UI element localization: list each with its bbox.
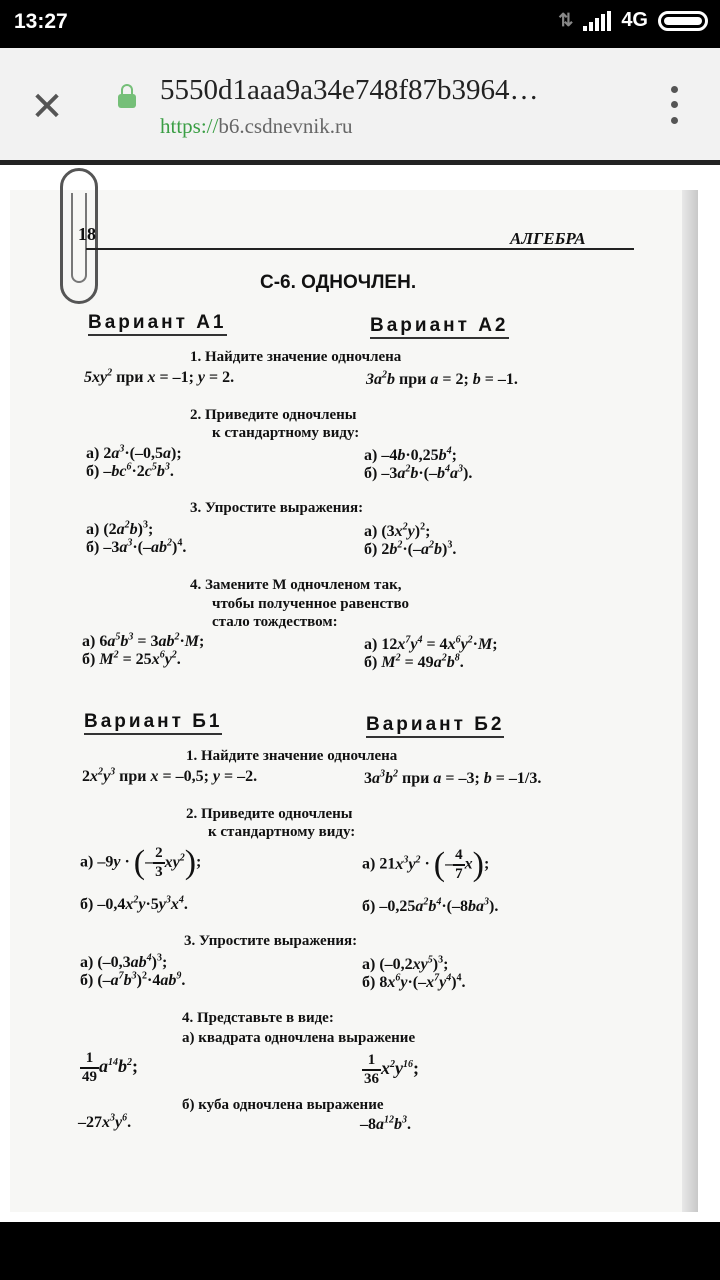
lock-icon <box>118 94 136 108</box>
page-title[interactable]: 5550d1aaa9a34e748f87b3964… <box>160 74 539 106</box>
task-b3-heading: 3. Упростите выражения: <box>184 933 358 949</box>
task-b1-left: $2x^2y^3$ при x = –0,5; y = –2. <box>82 766 258 785</box>
variant-a2-heading: Вариант А2 <box>370 315 509 339</box>
task-a3-left-a: а) $(2a^2b)^3$; <box>86 519 154 538</box>
task-a4-right-a: а) $12x^7y^4 = 4x^6y^2\cdot M$; <box>364 634 498 653</box>
navigation-bar <box>0 1222 720 1280</box>
task-b4-sub-b: б) куба одночлена выражение <box>182 1097 384 1113</box>
task-a2-heading-2: к стандартному виду: <box>212 425 360 441</box>
status-bar <box>0 0 720 48</box>
task-b3-left-b: б) $(-a^7b^3)^2\cdot 4ab^9$. <box>80 970 186 989</box>
task-b2-left-a: а) –9y · (– $\frac{2}{3}$ $xy^2$); <box>80 844 202 881</box>
url-bar[interactable] <box>160 114 353 139</box>
variant-a1-heading: Вариант А1 <box>88 312 227 336</box>
network-type: 4G <box>621 9 648 31</box>
status-time: 13:27 <box>14 10 68 33</box>
subject-header: АЛГЕБРА <box>510 229 586 248</box>
task-b2-left-b: б) $-0,4x^2y\cdot 5y^3x^4$. <box>80 894 188 913</box>
task-b1-right: $3a^3b^2$ при a = –3; b = –1/3. <box>364 768 542 787</box>
signal-icon <box>583 11 611 31</box>
close-icon[interactable]: ✕ <box>30 85 64 129</box>
status-icons <box>558 9 708 32</box>
task-a4-right-b: б) $M^2 = 49a^2b^8$. <box>364 652 464 671</box>
task-a2-right-b: б) $-3a^2b\cdot(-b^4a^3)$. <box>364 463 473 482</box>
task-b2-right-b: б) $-0,25a^2b^4\cdot(-8ba^3)$. <box>362 896 499 915</box>
url-scheme: https:// <box>160 114 219 138</box>
task-b4-right-b: $-8a^{12}b^3$. <box>360 1114 411 1133</box>
task-a4-left-a: а) $6a^5b^3 = 3ab^2\cdot M$; <box>82 631 205 650</box>
task-b3-left-a: а) $(-0,3ab^4)^3$; <box>80 952 168 971</box>
data-transfer-icon: ⇅ <box>558 10 574 30</box>
task-a1-heading: 1. Найдите значение одночлена <box>190 349 402 365</box>
page-shadow <box>682 190 698 1212</box>
header-rule <box>86 248 634 250</box>
task-b2-heading: 2. Приведите одночлены <box>186 806 353 822</box>
task-a3-right-a: а) $(3x^2y)^2$; <box>364 521 431 540</box>
task-b1-heading: 1. Найдите значение одночлена <box>186 748 398 764</box>
task-b2-heading-2: к стандартному виду: <box>208 824 356 840</box>
url-host: b6.csdnevnik.ru <box>218 114 353 138</box>
task-a4-heading-2: чтобы полученное равенство <box>212 596 410 612</box>
task-a4-heading-3: стало тождеством: <box>212 614 338 630</box>
task-a4-left-b: б) $M^2 = 25x^6y^2$. <box>82 649 181 668</box>
variant-b1-heading: Вариант Б1 <box>84 711 222 735</box>
toolbar-divider <box>0 160 720 165</box>
task-a4-heading: 4. Замените M одночленом так, <box>190 577 402 593</box>
page-number: 18 <box>78 224 96 244</box>
task-b3-right-b: б) $8x^6y\cdot(-x^7y^4)^4$. <box>362 972 466 991</box>
task-b4-left-a: $\frac{1}{49}$ $a^{14}b^2$; <box>82 1050 138 1085</box>
task-a2-heading: 2. Приведите одночлены <box>190 407 357 423</box>
task-b3-right-a: а) $(-0,2xy^5)^3$; <box>362 954 449 973</box>
more-vert-icon[interactable] <box>656 82 692 128</box>
task-a1-left: $5xy^2$ при x = –1; y = 2. <box>84 367 235 386</box>
task-a3-right-b: б) $2b^2\cdot(-a^2b)^3$. <box>364 539 457 558</box>
battery-icon <box>658 11 708 31</box>
task-a2-right-a: а) $-4b\cdot 0,25b^4$; <box>364 445 457 464</box>
task-a3-left-b: б) $-3a^3\cdot(-ab^2)^4$. <box>86 537 187 556</box>
task-a3-heading: 3. Упростите выражения: <box>190 500 364 516</box>
task-b4-left-b: $-27x^3y^6$. <box>78 1112 132 1131</box>
task-b4-sub-a: а) квадрата одночлена выражение <box>182 1030 416 1046</box>
task-a1-right: $3a^2b$ при a = 2; b = –1. <box>366 369 518 388</box>
task-a2-left-a: а) $2a^3\cdot(-0,5a)$; <box>86 443 182 462</box>
task-a2-left-b: б) $-bc^6\cdot 2c^5b^3$. <box>86 461 174 480</box>
task-b4-right-a: $\frac{1}{36}$ $x^2y^{16}$; <box>364 1052 419 1087</box>
variant-b2-heading: Вариант Б2 <box>366 714 504 738</box>
task-b4-heading: 4. Представьте в виде: <box>182 1010 334 1026</box>
section-title: С-6. ОДНОЧЛЕН. <box>260 272 417 293</box>
task-b2-right-a: а) $21x^3y^2$ · (– $\frac{4}{7}$ x); <box>362 846 490 883</box>
